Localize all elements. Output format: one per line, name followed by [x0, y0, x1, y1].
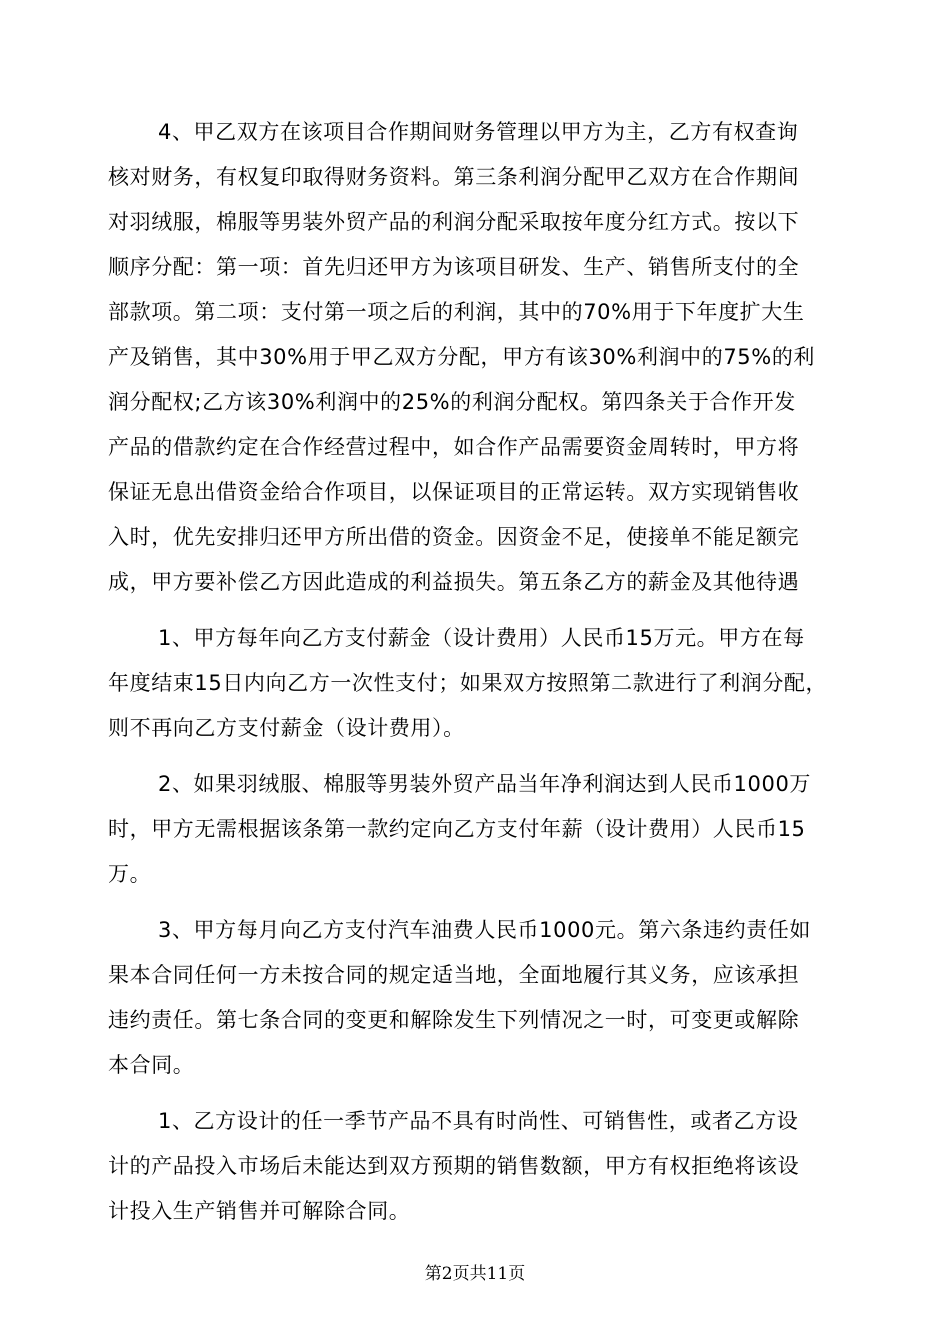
paragraph-line: 果本合同任何一方未按合同的规定适当地，全面地履行其义务，应该承担: [108, 963, 800, 987]
paragraph-line: 时，甲方无需根据该条第一款约定向乙方支付年薪（设计费用）人民币15: [108, 817, 806, 841]
paragraph-line: 产及销售，其中30%用于甲乙双方分配，甲方有该30%利润中的75%的利: [108, 345, 816, 369]
paragraph-line: 部款项。第二项：支付第一项之后的利润，其中的70%用于下年度扩大生: [108, 300, 805, 324]
paragraph-line: 保证无息出借资金给合作项目，以保证项目的正常运转。双方实现销售收: [108, 480, 800, 504]
paragraph-line: 计投入生产销售并可解除合同。: [108, 1199, 411, 1223]
paragraph-line: 年度结束15日内向乙方一次性支付；如果双方按照第二款进行了利润分配，: [108, 671, 828, 695]
paragraph-line: 产品的借款约定在合作经营过程中，如合作产品需要资金周转时，甲方将: [108, 435, 800, 459]
paragraph-line: 则不再向乙方支付薪金（设计费用）。: [108, 716, 465, 740]
paragraph-line: 违约责任。第七条合同的变更和解除发生下列情况之一时，可变更或解除: [108, 1008, 800, 1032]
paragraph-line: 成，甲方要补偿乙方因此造成的利益损失。第五条乙方的薪金及其他待遇: [108, 570, 800, 594]
paragraph-line: 计的产品投入市场后未能达到双方预期的销售数额，甲方有权拒绝将该设: [108, 1154, 800, 1178]
paragraph-line: 1、乙方设计的任一季节产品不具有时尚性、可销售性，或者乙方设: [158, 1109, 799, 1133]
paragraph-line: 对羽绒服，棉服等男装外贸产品的利润分配采取按年度分红方式。按以下: [108, 210, 800, 234]
paragraph-line: 顺序分配：第一项：首先归还甲方为该项目研发、生产、销售所支付的全: [108, 255, 800, 279]
paragraph-line: 润分配权;乙方该30%利润中的25%的利润分配权。第四条关于合作开发: [108, 390, 796, 414]
paragraph-line: 1、甲方每年向乙方支付薪金（设计费用）人民币15万元。甲方在每: [158, 626, 805, 650]
page-number: 第2页共11页: [424, 1264, 526, 1284]
paragraph-line: 入时，优先安排归还甲方所出借的资金。因资金不足，使接单不能足额完: [108, 525, 800, 549]
paragraph-line: 核对财务，有权复印取得财务资料。第三条利润分配甲乙双方在合作期间: [108, 165, 800, 189]
paragraph-line: 万。: [108, 862, 152, 886]
paragraph-line: 本合同。: [108, 1053, 195, 1077]
paragraph-line: 3、甲方每月向乙方支付汽车油费人民币1000元。第六条违约责任如: [158, 918, 812, 942]
paragraph-line: 2、如果羽绒服、棉服等男装外贸产品当年净利润达到人民币1000万: [158, 772, 812, 796]
paragraph-line: 4、甲乙双方在该项目合作期间财务管理以甲方为主，乙方有权查询: [158, 120, 799, 144]
